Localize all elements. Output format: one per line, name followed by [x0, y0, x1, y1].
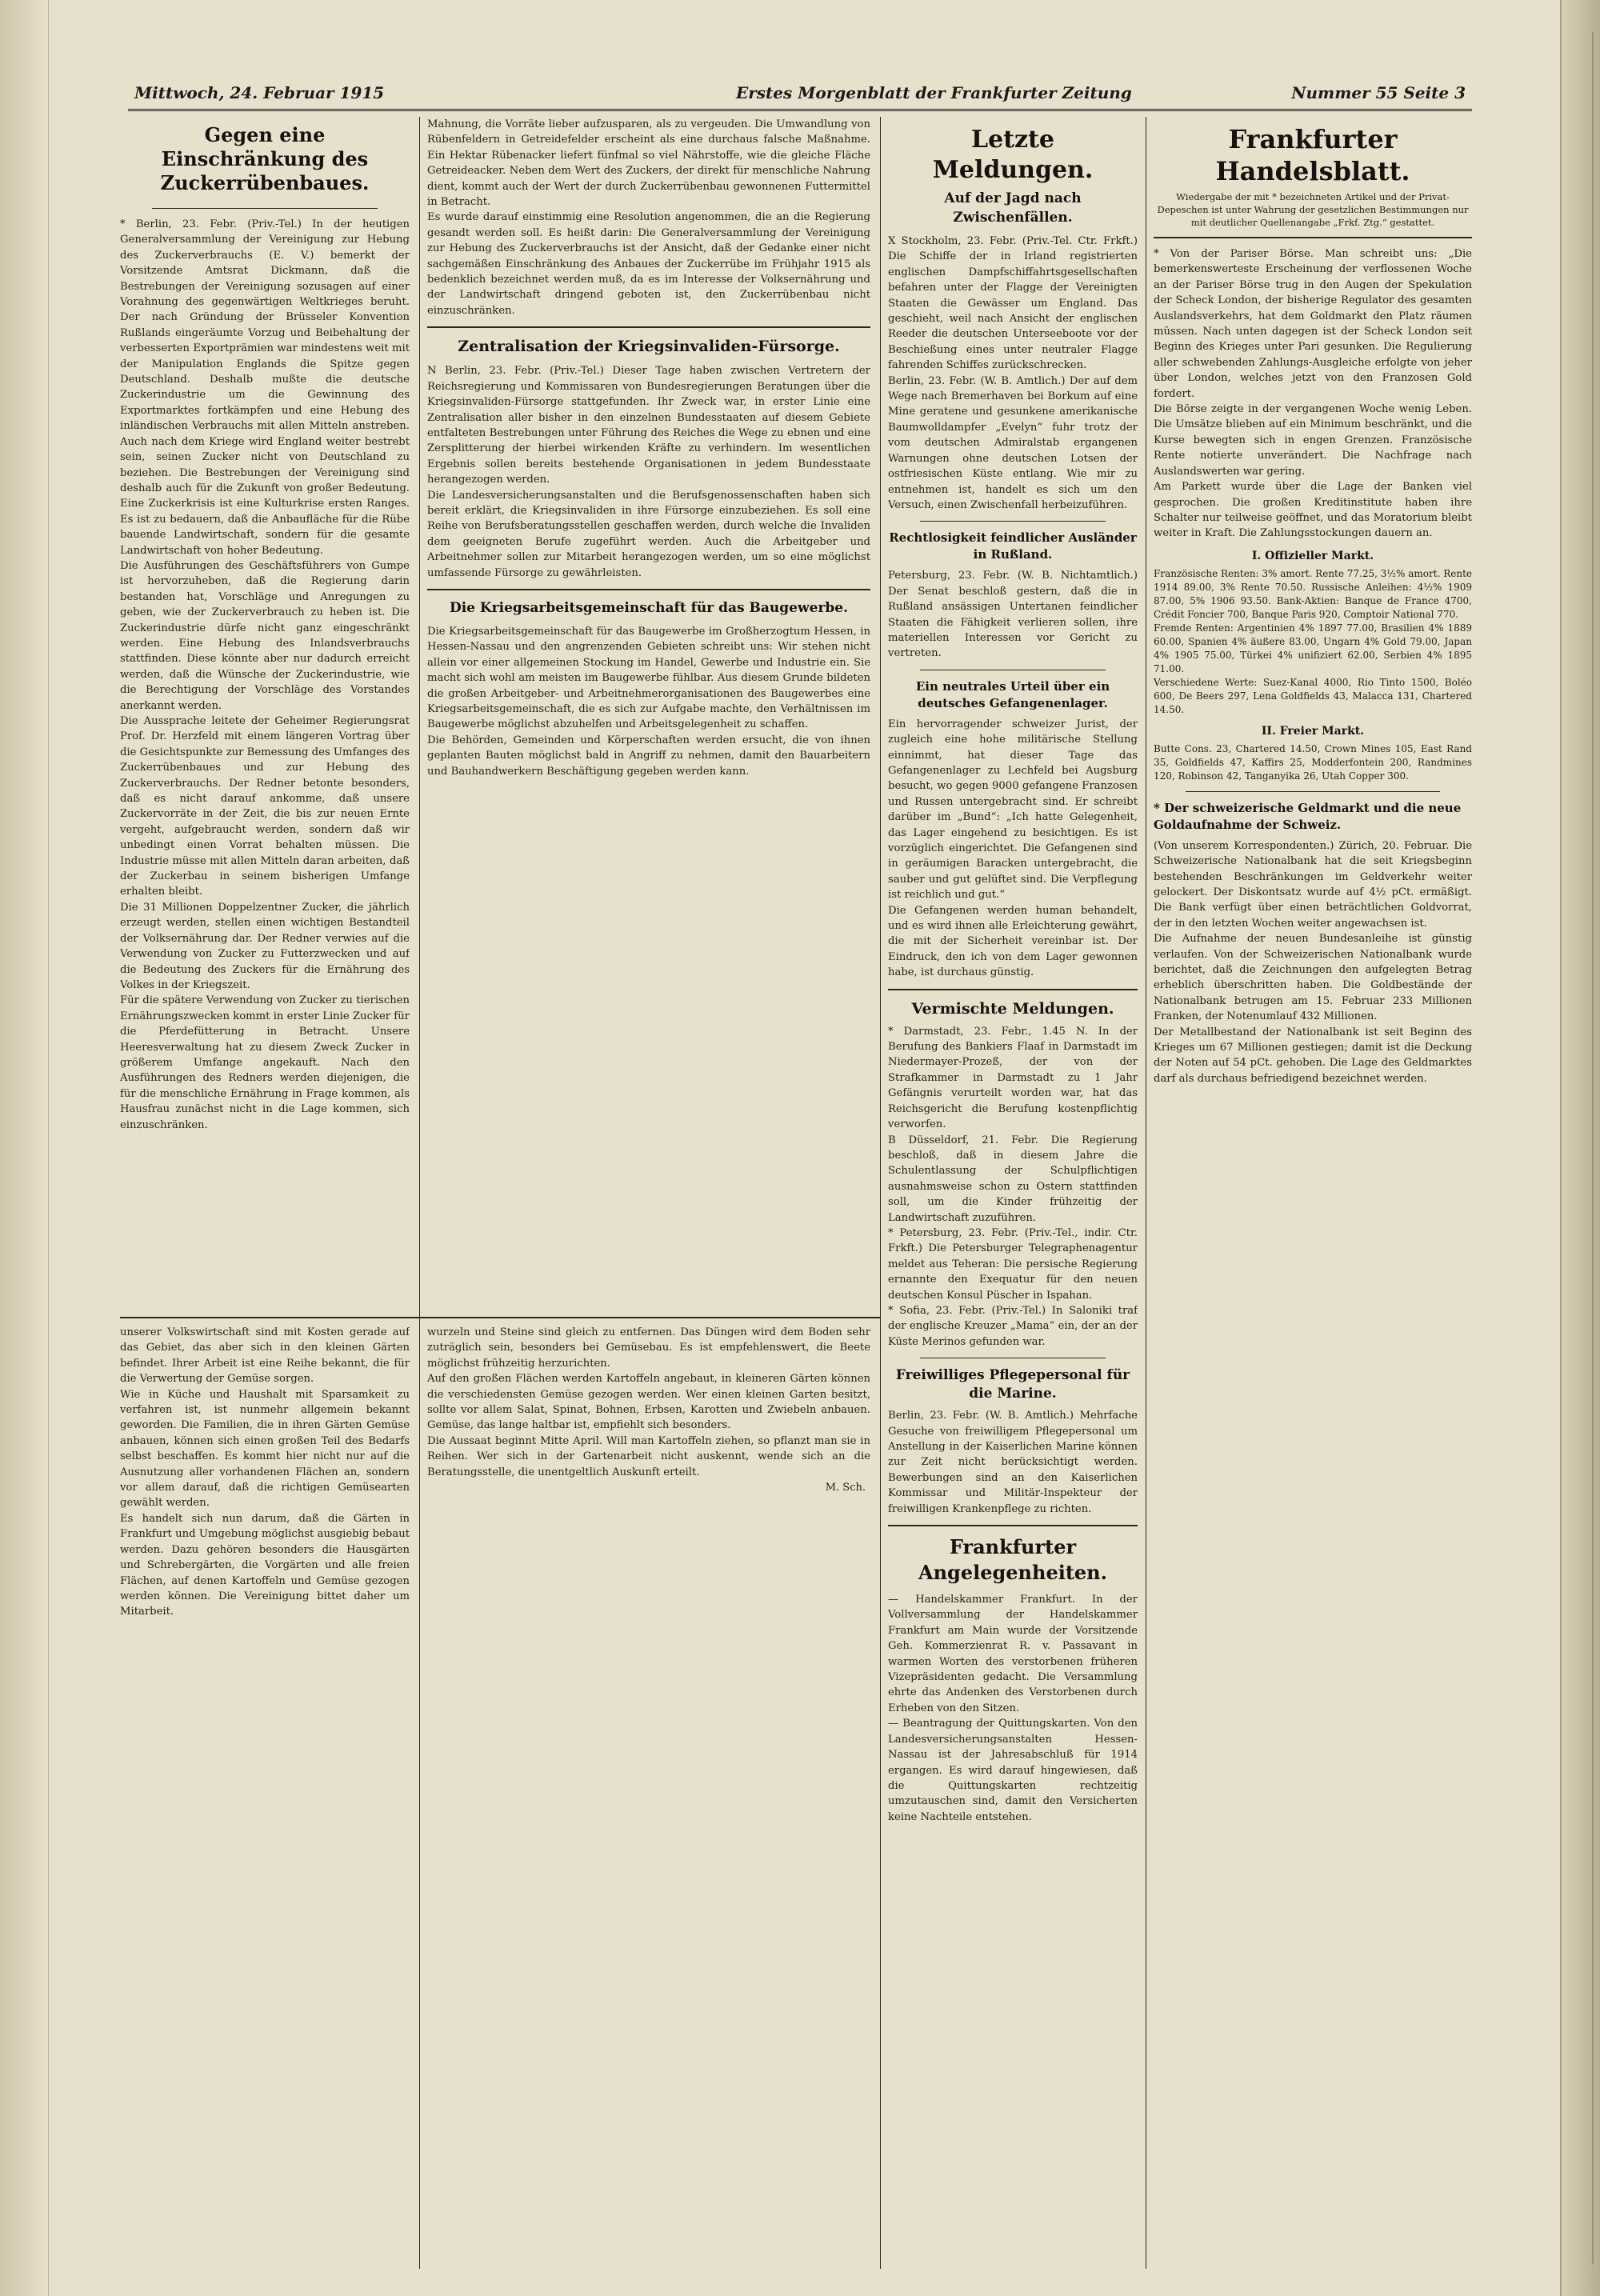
column-2-paragraph: N Berlin, 23. Febr. (Priv.-Tel.) Dieser Tage haben zwischen Vertretern der Reichsregierung und Kommissaren von Bundesregierungen Beratungen über die Kriegsinvaliden-Fürsorge stattgefunden. Ihr Zweck war, in erster Linie eine Zentralisation aller bisher in den einzelnen Bundesstaaten auf diesem Gebiete entfalteten Bestrebungen unter Führung des Reiches die Wege zu ebnen und eine Zersplitterung der hierbei wirkenden Kräfte zu verhindern. Im wesentlichen Ergebnis sollen bereits bestehende Organisationen in jedem Bundesstaate herangezogen werden. — [427, 365, 870, 486]
column-3-paragraph: Die Gefangenen werden human behandelt, und es wird ihnen alle Erleichterung gewährt, die mit der Sicherheit vereinbar ist. Der Eindruck, den ich von dem Lager gewonnen habe, ist durchaus günstig. — [888, 904, 1138, 979]
column-1-bottom — [120, 1325, 410, 2261]
column-3-paragraph: Ein hervorragender schweizer Jurist, der zugleich eine hohe militärische Stellung einnimmt, hat dieser Tage das Gefangenenlager zu Lechfeld bei Augsburg besucht, wo gegen 9000 gefangene Franzosen und Russen untergebracht sind. Er schreibt darüber im „Bund“: „Ich hatte Gelegenheit, das Lager eingehend zu besichtigen. Es ist vorzüglich eingerichtet. Die Gefangenen sind in geräumigen Baracken untergebracht, die sauber und gut gelüftet sind. Die Verpflegung ist reichlich und gut.“ — [888, 718, 1138, 902]
column-4 — [1154, 117, 1472, 2261]
column-4-paragraph: Die Börse zeigte in der vergangenen Woche wenig Leben. Die Umsätze blieben auf ein Minimum beschränkt, und die Kurse bewegten sich in engen Grenzen. Französische Rente notierte unverändert. Die Nachfrage nach Auslandswerten war gering. — [1154, 403, 1472, 478]
column-2-paragraph: Die Landesversicherungsanstalten und die Berufsgenossenschaften haben sich bereit erklärt, die Kriegsinvaliden in ihre Fürsorge einzubeziehen. Es soll eine Reihe von Berufsberatungsstellen geschaffen werden, durch welche die Invaliden dem geeigneten Berufe zugeführt werden. Auch die Arbeitgeber und Arbeitnehmer sollen zur Mitarbeit herangezogen werden, um so eine möglichst umfassende Fürsorge zu gewährleisten. — [427, 489, 870, 579]
column-3-paragraph: Berlin, 23. Febr. (W. B. Amtlich.) Der auf dem Wege nach Bremerhaven bei Borkum auf eine Mine geratene und gesunkene amerikanische Baumwolldampfer „Evelyn“ fuhr trotz der vom deutschen Admiralstab ergangenen Warnungen ohne deutschen Lotsen der ostfriesischen Küste entlang. Wie mir zu entnehmen ist, handelt es sich um den Versuch, einen Zwischenfall herbeizuführen. — [888, 374, 1138, 511]
column-rule-2 — [880, 117, 881, 2269]
column-3-paragraph: * Sofia, 23. Febr. (Priv.-Tel.) In Saloniki traf der englische Kreuzer „Mama“ ein, der an der Küste Merinos gefunden war. — [888, 1304, 1138, 1348]
column-1-paragraph: Die 31 Millionen Doppelzentner Zucker, die jährlich erzeugt werden, stellen einen wichtigen Bestandteil der Volksernährung dar. Der Redner verwies auf die Verwendung von Zucker zu Futterzwecken und auf die Bedeutung des Zuckers für die Ernährung des Volkes in der Kriegszeit. — [120, 901, 410, 991]
column-3-divider — [888, 989, 1138, 990]
market-listing: Französische Renten: 3% amort. Rente 77.25, 3½% amort. Rente 1914 89.00, 3% Rente 70.50. Russische Anleihen: 4½% 1909 87.00, 5% 1906 93.50. Bank-Aktien: Banque de France 4700, Crédit Foncier 700, Banque Paris 920, Comptoir National 770. — [1154, 567, 1472, 620]
column-3-paragraph: Petersburg, 23. Febr. (W. B. Nichtamtlich.) Der Senat beschloß gestern, daß die in Rußland ansässigen Untertanen feindlicher Staaten die Fähigkeit verlieren sollen, ihre materiellen Interessen vor Gericht zu vertreten. — [888, 570, 1138, 660]
column-3-paragraph: Berlin, 23. Febr. (W. B. Amtlich.) Mehrfache Gesuche von freiwilligem Pflegepersonal um Anstellung in der Kaiserlichen Marine können zur Zeit nicht berücksichtigt werden. Bewerbungen sind an den Kaiserlichen Kommissar und Militär-Inspekteur der freiwilligen Krankenpflege zu richten. — [888, 1410, 1138, 1515]
column-2-divider — [427, 326, 870, 328]
column-2-continuation: Auf den großen Flächen werden Kartoffeln angebaut, in kleineren Gärten können die verschiedensten Gemüse gezogen werden. Wer einen kleinen Garten besitzt, sollte vor allem Salat, Spinat, Bohnen, Erbsen, Karotten und Zwiebeln anbauen. Gemüse, das lange haltbar ist, empfiehlt sich besonders. — [427, 1373, 870, 1432]
page-edge-line — [1592, 32, 1594, 2264]
column-4-paragraph: Die Aufnahme der neuen Bundesanleihe ist günstig verlaufen. Von der Schweizerischen Nationalbank wurde berichtet, daß die Zeichnungen den aufgelegten Betrag erheblich überschritten haben. Die Goldbestände der Nationalbank betrugen am 15. Februar 233 Millionen Franken, der Notenumlauf 432 Millionen. — [1154, 933, 1472, 1023]
column-3-divider — [888, 1525, 1138, 1526]
page-header — [128, 80, 1472, 111]
header-date: Mittwoch, 24. Februar 1915 — [134, 83, 385, 102]
column-4-paragraph: Der Metallbestand der Nationalbank ist seit Beginn des Krieges um 67 Millionen gestiegen; damit ist die Deckung der Noten auf 54 pCt. gehoben. Die Lage des Geldmarktes darf als durchaus befriedigend bezeichnet werden. — [1154, 1026, 1472, 1085]
column-2-paragraph: Es wurde darauf einstimmig eine Resolution angenommen, die an die Regierung gesandt werden soll. Es heißt darin: Die Generalversammlung der Vereinigung zur Hebung des Zuckerverbrauchs ist der Ansicht, daß der Gedanke einer nicht sachgemäßen Einschränkung des Anbaues der Zuckerrübe im Frühjahr 1915 als bedenklich bezeichnet werden muß, da es im Interesse der Volksernährung und der Landwirtschaft dringend geboten ist, den Zuckerrübenbau nicht einzuschränken. — [427, 211, 870, 317]
market-listing: Fremde Renten: Argentinien 4% 1897 77.00, Brasilien 4% 1889 60.00, Spanien 4% äußere 83.00, Ungarn 4% Gold 79.00, Japan 4% 1905 75.00, Türkei 4% unifiziert 62.00, Serbien 4% 1895 71.00. — [1154, 622, 1472, 674]
column-2-continuation: wurzeln und Steine sind gleich zu entfernen. Das Düngen wird dem Boden sehr zuträglich sein, besonders bei Gemüsebau. Es ist empfehlenswert, die Beete möglichst frühzeitig herzurichten. — [427, 1326, 870, 1370]
free-market-title: II. Freier Markt. — [1261, 724, 1365, 738]
column-1-paragraph: Die Ausführungen des Geschäftsführers von Gumpe ist hervorzuheben, daß die Regierung darin bestanden hat, Vorschläge und Anregungen zu geben, wie der Zuckerverbrauch zu heben ist. Die Zuckerindustrie dürfe nicht ganz eingeschränkt werden. Eine Hebung des Inlandsverbrauchs stattfinden. Diese könnte aber nur dadurch erreicht werden, daß die Wünsche der Zuckerindustrie, wie die Berechtigung der Vorschläge des Vorstandes anerkannt werden. — [120, 559, 410, 712]
column-1-continuation: unserer Volkswirtschaft sind mit Kosten gerade auf das Gebiet, das aber sich in den kleinen Gärten befindet. Ihrer Arbeit ist eine Reihe bekannt, die für die Verwertung der Gemüse sorgen. — [120, 1326, 410, 1386]
column-1-title-divider — [152, 208, 378, 209]
column-1-title: Gegen eine Einschränkung des Zuckerrübenbaues. — [160, 123, 370, 194]
column-2-paragraph: Die Kriegsarbeitsgemeinschaft für das Baugewerbe im Großherzogtum Hessen, in Hessen-Nassau und den angrenzenden Gebieten schreibt uns: Wir stehen nicht allein vor einer allgemeinen Stockung im Handel, Gewerbe und Industrie ein. Sie macht sich wohl am meisten im Baugewerbe fühlbar. Aus diesem Grunde bildeten die großen Arbeitgeber- und Arbeitnehmerorganisationen des Baugewerbes eine Kriegsarbeitsgemeinschaft, die es sich zur Aufgabe machte, den Verhältnissen im Baugewerbe möglichst abzuhelfen und Arbeitsgelegenheit zu schaffen. — [427, 625, 870, 731]
column-3-paragraph: — Handelskammer Frankfurt. In der Vollversammlung der Handelskammer Frankfurt am Main wurde der Vorsitzende Geh. Kommerzienrat R. v. Passavant in warmen Worten des verstorbenen früheren Vizepräsidenten gedacht. Die Versammlung ehrte das Andenken des Verstorbenen durch Erheben von den Sitzen. — [888, 1594, 1138, 1714]
column-1-continuation: Wie in Küche und Haushalt mit Sparsamkeit zu verfahren ist, ist nunmehr allgemein bekannt geworden. Die Familien, die in ihren Gärten Gemüse anbauen, können sich einen großen Teil des Bedarfs selbst beschaffen. Es kommt hier nicht nur auf die Ausnutzung aller vorhandenen Flächen an, sondern vor allem darauf, daß die richtigen Gemüsearten gewählt werden. — [120, 1388, 410, 1510]
column-3 — [888, 117, 1138, 2261]
handelsblatt-notice: Wiedergabe der mit * bezeichneten Artikel und der Privat-Depeschen ist unter Wahrung der gesetzlichen Bestimmungen nur mit deutlicher Quellenangabe „Frkf. Ztg.“ gestattet. — [1157, 191, 1469, 228]
left-binding-strip — [0, 0, 49, 2296]
column-3-paragraph: B Düsseldorf, 21. Febr. Die Regierung beschloß, daß in diesem Jahre die Schulentlassung der Schulpflichtigen ausnahmsweise schon zu Ostern stattfinden soll, um die Kinder frühzeitig der Landwirtschaft zuzuführen. — [888, 1134, 1138, 1224]
official-market-title: I. Offizieller Markt. — [1251, 549, 1374, 562]
section-title-invaliden: Zentralisation der Kriegsinvaliden-Fürsorge. — [458, 338, 840, 356]
column-4-divider — [1154, 237, 1472, 238]
section-title-gefangenenlager: Ein neutrales Urteil über ein deutsches Gefangenenlager. — [915, 678, 1110, 710]
section-title-geldmarkt: * Der schweizerische Geldmarkt und die neue Goldaufnahme der Schweiz. — [1154, 800, 1462, 832]
section-title-pflegepersonal: Freiwilliges Pflegepersonal für die Marine. — [895, 1367, 1130, 1402]
right-page-edges — [1560, 0, 1600, 2296]
column-2-paragraph: Mahnung, die Vorräte lieber aufzusparen, als zu vergeuden. Die Umwandlung von Rübenfeldern in Getreidefelder erscheint als eine durchaus falsche Maßnahme. Ein Hektar Rübenacker liefert fünfmal so viel Nährstoffe, wie die gleiche Fläche Getreideacker. Neben dem Wert des Zuckers, der direkt für menschliche Nahrung dient, kommt auch der Wert der durch Zuckerrübenbau gewonnenen Futtermittel in Betracht. — [427, 118, 870, 209]
column-4-paragraph: Am Parkett wurde über die Lage der Banken viel gesprochen. Die großen Kreditinstitute haben ihre Schalter nur teilweise geöffnet, und das Moratorium bleibt weiter in Kraft. Die Zahlungsstockungen dauern an. — [1154, 481, 1472, 540]
latest-news-subtitle: Auf der Jagd nach Zwischenfällen. — [944, 190, 1082, 226]
column-2-bottom — [427, 1325, 870, 2261]
latest-news-title: Letzte Meldungen. — [932, 126, 1094, 184]
market-listing: Butte Cons. 23, Chartered 14.50, Crown Mines 105, East Rand 35, Goldfields 47, Kaffirs 25, Modderfontein 200, Randmines 120, Robinson 42, Tanganyika 26, Utah Copper 300. — [1154, 742, 1472, 782]
author-signature: M. Sch. — [825, 1482, 866, 1494]
column-1-continuation: Es handelt sich nun darum, daß die Gärten in Frankfurt und Umgebung möglichst ausgiebig bebaut werden. Dazu gehören besonders die Hausgärten und Schrebergärten, die Vorgärten und alle freien Flächen, auf denen Kartoffeln und Gemüse gezogen werden können. Die Vereinigung bittet daher um Mitarbeit. — [120, 1512, 410, 1618]
header-edition: Erstes Morgenblatt der Frankfurter Zeitung — [736, 83, 1132, 102]
column-3-paragraph: — Beantragung der Quittungskarten. Von den Landesversicherungsanstalten Hessen-Nassau ist der Jahresabschluß für 1914 ergangen. Es wird darauf hingewiesen, daß die Quittungskarten rechtzeitig umzutauschen sind, damit den Versicherten keine Nachteile entstehen. — [888, 1718, 1138, 1823]
market-listing: Verschiedene Werte: Suez-Kanal 4000, Rio Tinto 1500, Boléo 600, De Beers 297, Lena Goldfields 43, Malacca 131, Chartered 14.50. — [1154, 676, 1472, 715]
column-4-paragraph: (Von unserem Korrespondenten.) Zürich, 20. Februar. Die Schweizerische Nationalbank hat die seit Kriegsbeginn bestehenden Beschränkungen im Geldverkehr weiter gelockert. Der Diskontsatz wurde auf 4½ pCt. ermäßigt. Die Bank verfügt über einen beträchtlichen Goldvorrat, der in den letzten Wochen weiter angewachsen ist. — [1154, 839, 1472, 930]
column-1-top — [120, 117, 410, 1312]
column-3-paragraph: * Petersburg, 23. Febr. (Priv.-Tel., indir. Ctr. Frkft.) Die Petersburger Telegraphenagentur meldet aus Teheran: Die persische Regierung ernannte den Exequatur für den neuen deutschen Konsul Püscher in Ispahan. — [888, 1226, 1138, 1302]
section-title-vermischte: Vermischte Meldungen. — [911, 999, 1114, 1018]
section-title-frankfurter: Frankfurter Angelegenheiten. — [918, 1535, 1107, 1585]
column-2-divider — [427, 589, 870, 590]
header-issue: Nummer 55 Seite 3 — [1291, 83, 1466, 102]
column-1-paragraph: * Berlin, 23. Febr. (Priv.-Tel.) In der heutigen Generalversammlung der Vereinigung zur Hebung des Zuckerverbrauchs (E. V.) bemerkt der Vorsitzende Amtsrat Dickmann, daß die Bestrebungen der Vereinigung sozusagen auf einer Vorahnung des gegenwärtigen Weltkrieges beruht. Der nach Gründung der Brüsseler Konvention Rußlands eingeräumte Vorzug und Beibehaltung der verbesserten Exportprämien war mindestens weit mit der Manipulation Englands die Spitze gegen Deutschland. Deshalb mußte die deutsche Zuckerindustrie um die Gewinnung des Exportmarktes fortkämpfen und eine Hebung des inländischen Verbrauchs mit allen Mitteln anstreben. Auch nach dem Kriege wird England weiter bestrebt sein, seinen Zucker nicht von Deutschland zu beziehen. Die Bestrebungen der Vereinigung sind deshalb auch für die Zukunft von großer Bedeutung. Eine Zuckerkrisis ist eine Kulturkrise ersten Ranges. Es ist zu bedauern, daß die Anbaufläche für die Rübe bauende Landwirtschaft, sondern für die gesamte Landwirtschaft von hoher Bedeutung. — [120, 218, 410, 557]
column-rule-1 — [419, 117, 420, 2269]
column-1-paragraph: Für die spätere Verwendung von Zucker zu tierischen Ernährungszwecken kommt in erster Linie Zucker für die Pferdefütterung in Betracht. Unsere Heeresverwaltung hat zu diesem Zweck Zucker in größerem Umfange angekauft. Nach den Ausführungen des Redners werden diejenigen, die für die menschliche Ernährung in Frage kommen, als Hausfrau zunächst nicht in die Lage kommen, sich einzuschränken. — [120, 994, 410, 1131]
column-2-paragraph: Die Behörden, Gemeinden und Körperschaften werden ersucht, die von ihnen geplanten Bauten möglichst bald in Angriff zu nehmen, damit den Bauarbeitern und Bauhandwerkern Beschäftigung gegeben werden kann. — [427, 734, 870, 778]
column-4-divider — [1186, 791, 1440, 792]
section-title-russland: Rechtlosigkeit feindlicher Ausländer in Rußland. — [889, 530, 1137, 562]
column-3-paragraph: X Stockholm, 23. Febr. (Priv.-Tel. Ctr. Frkft.) Die Schiffe der in Irland registrierten englischen Dampfschiffahrtsgesellschaften befahren unter der Flagge der Vereinigten Staaten die Gewässer um England. Das geschieht, weil nach Ansicht der englischen Reeder die deutschen Unterseeboote vor der Beschießung eines unter neutraler Flagge fahrenden Schiffes zurückschrecken. — [888, 235, 1138, 372]
column-1-paragraph: Die Aussprache leitete der Geheimer Regierungsrat Prof. Dr. Herzfeld mit einem längeren Vortrag über die Gesichtspunkte zur Bemessung des Umfanges des Zuckerrübenbaues und zur Hebung des Zuckerverbrauchs. Der Redner betonte besonders, daß es nicht darauf ankomme, daß unsere Zuckervorräte in der Zeit, die bis zur neuen Ernte vergeht, aufgebraucht werden, sondern daß wir unbedingt einen Vorrat behalten müssen. Die Industrie müsse mit allen Mitteln daran arbeiten, daß der Zuckerbau in seinem bisherigen Umfange erhalten bleibt. — [120, 715, 410, 898]
handelsblatt-title: Frankfurter Handelsblatt. — [1215, 124, 1410, 186]
section-title-baugewerbe: Die Kriegsarbeitsgemeinschaft für das Baugewerbe. — [449, 599, 849, 616]
column-4-paragraph: * Von der Pariser Börse. Man schreibt uns: „Die bemerkenswerteste Erscheinung der verflossenen Woche an der Pariser Börse trug in den Augen der Spekulation der Scheck London, der bisherige Regulator des gesamten Auslandsverkehrs, hat dem Goldmarkt den Platz räumen müssen. Nach unten dagegen ist der Scheck London seit Beginn des Krieges unter Pari gesunken. Die Regulierung aller schwebenden Zahlungs-Ausgleiche erfolgte von jeher über London, welches jetzt von den Franzosen Gold fordert. — [1154, 248, 1472, 400]
feuilleton-rule — [120, 1317, 880, 1318]
column-3-paragraph: * Darmstadt, 23. Febr., 1.45 N. In der Berufung des Bankiers Flaaf in Darmstadt im Niedermayer-Prozeß, der von der Strafkammer in Darmstadt zu 1 Jahr Gefängnis verurteilt worden war, hat das Reichsgericht die Berufung kostenpflichtig verworfen. — [888, 1025, 1138, 1131]
column-2-top — [427, 117, 870, 1312]
column-3-divider — [920, 521, 1106, 522]
column-2-continuation: Die Aussaat beginnt Mitte April. Will man Kartoffeln ziehen, so pflanzt man sie in Reihen. Wer sich in der Gartenarbeit nicht auskennt, wende sich an die Beratungsstelle, die unentgeltlich Auskunft erteilt. — [427, 1434, 870, 1478]
